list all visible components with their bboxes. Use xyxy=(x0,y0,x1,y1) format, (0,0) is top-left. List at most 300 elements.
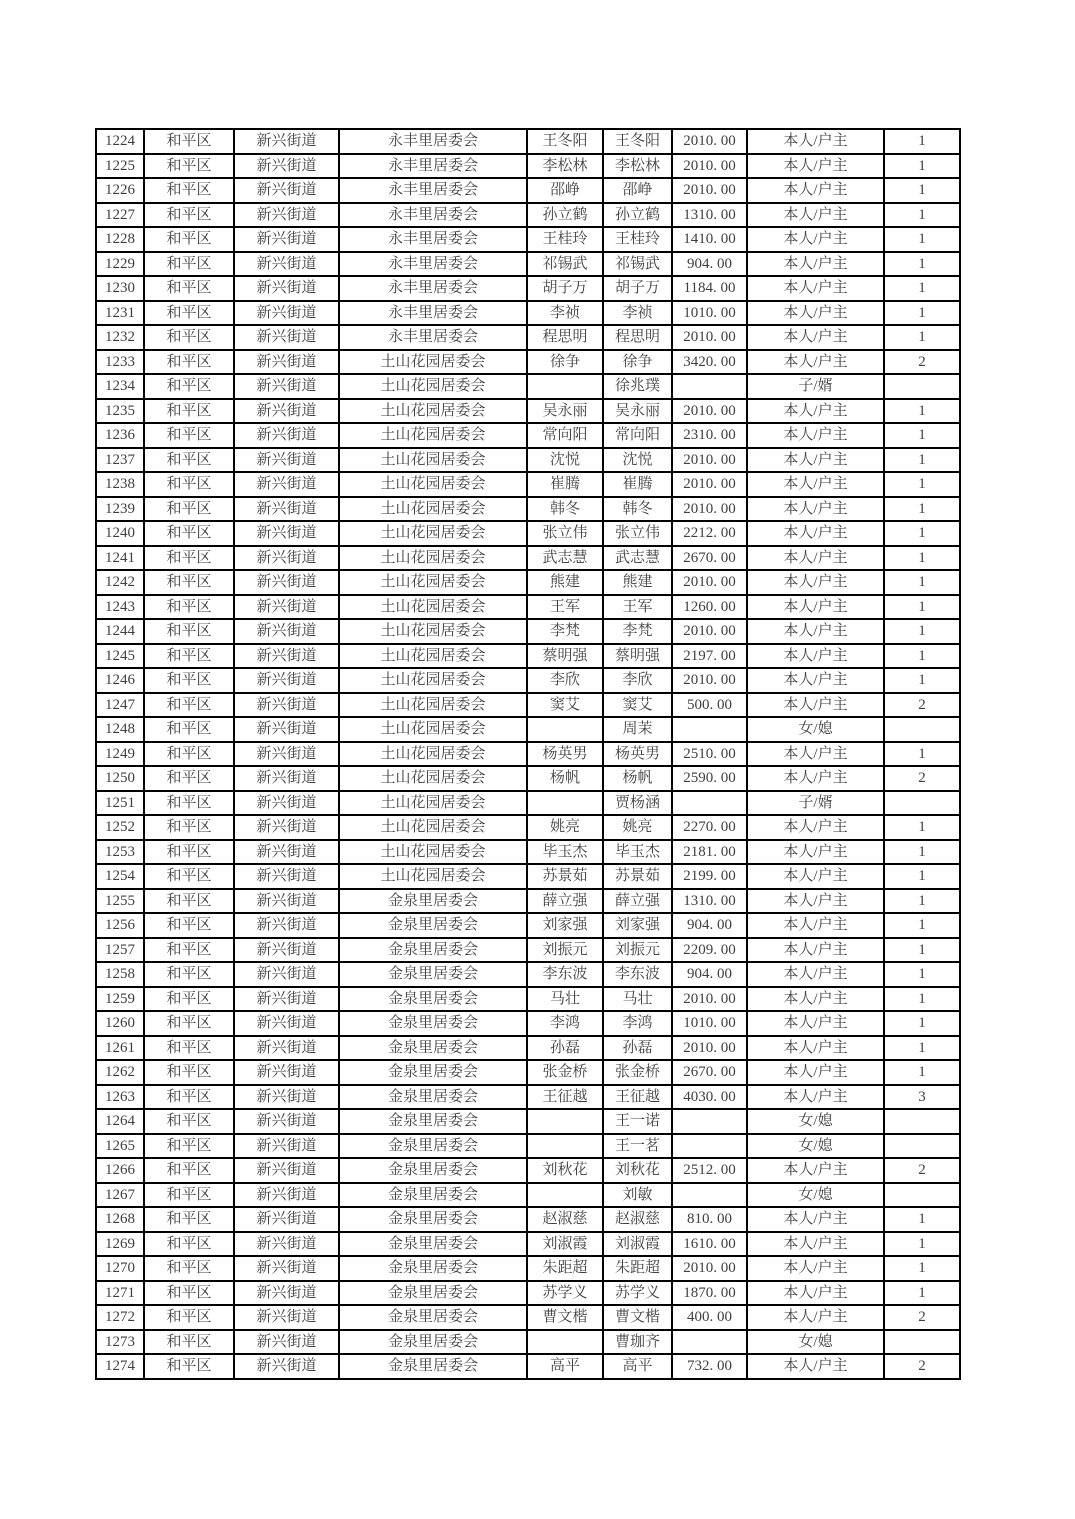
cell-amount: 2310. 00 xyxy=(672,423,747,448)
cell-relation: 本人/户主 xyxy=(747,1085,884,1110)
table-row xyxy=(96,668,960,693)
cell-amount: 2010. 00 xyxy=(672,1036,747,1061)
cell-street: 新兴街道 xyxy=(234,717,339,742)
cell-amount: 2010. 00 xyxy=(672,497,747,522)
cell-district: 和平区 xyxy=(144,1207,234,1232)
cell-household_count: 3 xyxy=(884,1085,960,1110)
table-row xyxy=(96,889,960,914)
cell-member_name: 姚亮 xyxy=(603,815,672,840)
cell-district: 和平区 xyxy=(144,374,234,399)
cell-street: 新兴街道 xyxy=(234,399,339,424)
table-row xyxy=(96,1281,960,1306)
cell-seq: 1227 xyxy=(96,203,144,228)
cell-amount: 4030. 00 xyxy=(672,1085,747,1110)
cell-district: 和平区 xyxy=(144,472,234,497)
cell-relation: 本人/户主 xyxy=(747,129,884,154)
cell-amount: 400. 00 xyxy=(672,1305,747,1330)
cell-amount: 904. 00 xyxy=(672,962,747,987)
cell-relation: 本人/户主 xyxy=(747,399,884,424)
cell-amount: 2010. 00 xyxy=(672,570,747,595)
cell-household_count: 1 xyxy=(884,497,960,522)
cell-relation: 本人/户主 xyxy=(747,693,884,718)
table-row xyxy=(96,1158,960,1183)
cell-district: 和平区 xyxy=(144,423,234,448)
cell-household_count: 2 xyxy=(884,1354,960,1379)
cell-street: 新兴街道 xyxy=(234,448,339,473)
cell-committee: 金泉里居委会 xyxy=(339,1354,527,1379)
cell-relation: 本人/户主 xyxy=(747,938,884,963)
cell-household_count: 1 xyxy=(884,325,960,350)
cell-street: 新兴街道 xyxy=(234,1134,339,1159)
cell-member_name: 张立伟 xyxy=(603,521,672,546)
cell-district: 和平区 xyxy=(144,227,234,252)
cell-seq: 1247 xyxy=(96,693,144,718)
cell-name: 程思明 xyxy=(527,325,603,350)
cell-relation: 本人/户主 xyxy=(747,154,884,179)
cell-street: 新兴街道 xyxy=(234,693,339,718)
cell-relation: 本人/户主 xyxy=(747,1305,884,1330)
cell-seq: 1243 xyxy=(96,595,144,620)
cell-amount xyxy=(672,791,747,816)
cell-street: 新兴街道 xyxy=(234,668,339,693)
cell-name: 徐争 xyxy=(527,350,603,375)
cell-committee: 永丰里居委会 xyxy=(339,203,527,228)
cell-street: 新兴街道 xyxy=(234,815,339,840)
cell-relation: 本人/户主 xyxy=(747,448,884,473)
cell-member_name: 苏学义 xyxy=(603,1281,672,1306)
cell-household_count: 2 xyxy=(884,1305,960,1330)
cell-relation: 本人/户主 xyxy=(747,987,884,1012)
cell-name xyxy=(527,374,603,399)
cell-name: 苏学义 xyxy=(527,1281,603,1306)
table-row xyxy=(96,595,960,620)
cell-committee: 金泉里居委会 xyxy=(339,987,527,1012)
cell-district: 和平区 xyxy=(144,1232,234,1257)
cell-name: 孙磊 xyxy=(527,1036,603,1061)
cell-household_count: 1 xyxy=(884,1011,960,1036)
cell-name: 薛立强 xyxy=(527,889,603,914)
cell-committee: 土山花园居委会 xyxy=(339,472,527,497)
cell-amount: 500. 00 xyxy=(672,693,747,718)
cell-household_count: 1 xyxy=(884,742,960,767)
cell-amount: 2010. 00 xyxy=(672,1256,747,1281)
cell-seq: 1260 xyxy=(96,1011,144,1036)
cell-amount: 2590. 00 xyxy=(672,766,747,791)
cell-district: 和平区 xyxy=(144,717,234,742)
cell-committee: 土山花园居委会 xyxy=(339,668,527,693)
cell-street: 新兴街道 xyxy=(234,889,339,914)
cell-committee: 金泉里居委会 xyxy=(339,1183,527,1208)
cell-name: 杨帆 xyxy=(527,766,603,791)
cell-committee: 永丰里居委会 xyxy=(339,252,527,277)
table-row xyxy=(96,521,960,546)
cell-committee: 土山花园居委会 xyxy=(339,815,527,840)
cell-district: 和平区 xyxy=(144,1158,234,1183)
cell-household_count: 2 xyxy=(884,1158,960,1183)
cell-household_count: 1 xyxy=(884,595,960,620)
table-row xyxy=(96,276,960,301)
cell-relation: 本人/户主 xyxy=(747,1207,884,1232)
cell-street: 新兴街道 xyxy=(234,987,339,1012)
cell-amount: 2512. 00 xyxy=(672,1158,747,1183)
cell-name: 李松林 xyxy=(527,154,603,179)
cell-household_count: 1 xyxy=(884,1060,960,1085)
cell-member_name: 杨帆 xyxy=(603,766,672,791)
cell-member_name: 李东波 xyxy=(603,962,672,987)
cell-district: 和平区 xyxy=(144,595,234,620)
cell-name: 李鸿 xyxy=(527,1011,603,1036)
cell-relation: 女/媳 xyxy=(747,1183,884,1208)
cell-committee: 永丰里居委会 xyxy=(339,227,527,252)
cell-name xyxy=(527,1134,603,1159)
cell-name xyxy=(527,717,603,742)
cell-relation: 本人/户主 xyxy=(747,913,884,938)
table-row xyxy=(96,619,960,644)
cell-street: 新兴街道 xyxy=(234,938,339,963)
cell-committee: 土山花园居委会 xyxy=(339,399,527,424)
cell-name: 窦艾 xyxy=(527,693,603,718)
cell-household_count: 1 xyxy=(884,472,960,497)
cell-household_count: 2 xyxy=(884,350,960,375)
table-row xyxy=(96,399,960,424)
cell-name: 刘家强 xyxy=(527,913,603,938)
cell-name: 李欣 xyxy=(527,668,603,693)
table-row xyxy=(96,815,960,840)
table-row xyxy=(96,1305,960,1330)
cell-seq: 1232 xyxy=(96,325,144,350)
cell-street: 新兴街道 xyxy=(234,1207,339,1232)
cell-district: 和平区 xyxy=(144,325,234,350)
cell-member_name: 王一诺 xyxy=(603,1109,672,1134)
table-row xyxy=(96,252,960,277)
cell-relation: 本人/户主 xyxy=(747,644,884,669)
cell-committee: 金泉里居委会 xyxy=(339,962,527,987)
table-row xyxy=(96,1207,960,1232)
cell-seq: 1236 xyxy=(96,423,144,448)
cell-relation: 本人/户主 xyxy=(747,1036,884,1061)
table-row xyxy=(96,938,960,963)
cell-amount: 2670. 00 xyxy=(672,1060,747,1085)
cell-member_name: 祁锡武 xyxy=(603,252,672,277)
cell-household_count: 1 xyxy=(884,962,960,987)
cell-seq: 1249 xyxy=(96,742,144,767)
cell-district: 和平区 xyxy=(144,154,234,179)
cell-street: 新兴街道 xyxy=(234,1256,339,1281)
cell-seq: 1246 xyxy=(96,668,144,693)
cell-district: 和平区 xyxy=(144,178,234,203)
cell-district: 和平区 xyxy=(144,693,234,718)
cell-relation: 本人/户主 xyxy=(747,203,884,228)
cell-household_count: 1 xyxy=(884,1281,960,1306)
cell-seq: 1258 xyxy=(96,962,144,987)
cell-household_count: 1 xyxy=(884,619,960,644)
cell-amount: 2670. 00 xyxy=(672,546,747,571)
table-row xyxy=(96,864,960,889)
cell-name: 祁锡武 xyxy=(527,252,603,277)
cell-member_name: 高平 xyxy=(603,1354,672,1379)
cell-seq: 1264 xyxy=(96,1109,144,1134)
cell-street: 新兴街道 xyxy=(234,276,339,301)
cell-household_count: 1 xyxy=(884,815,960,840)
cell-committee: 永丰里居委会 xyxy=(339,178,527,203)
cell-district: 和平区 xyxy=(144,1183,234,1208)
cell-street: 新兴街道 xyxy=(234,1109,339,1134)
cell-committee: 土山花园居委会 xyxy=(339,546,527,571)
cell-street: 新兴街道 xyxy=(234,1354,339,1379)
cell-committee: 土山花园居委会 xyxy=(339,570,527,595)
cell-member_name: 贾杨涵 xyxy=(603,791,672,816)
cell-seq: 1253 xyxy=(96,840,144,865)
cell-name: 沈悦 xyxy=(527,448,603,473)
cell-relation: 本人/户主 xyxy=(747,815,884,840)
cell-street: 新兴街道 xyxy=(234,154,339,179)
cell-relation: 本人/户主 xyxy=(747,178,884,203)
cell-street: 新兴街道 xyxy=(234,350,339,375)
cell-household_count: 1 xyxy=(884,129,960,154)
cell-street: 新兴街道 xyxy=(234,1158,339,1183)
cell-amount: 2181. 00 xyxy=(672,840,747,865)
cell-district: 和平区 xyxy=(144,962,234,987)
table-row xyxy=(96,203,960,228)
table-row xyxy=(96,1330,960,1355)
cell-name xyxy=(527,1109,603,1134)
cell-relation: 本人/户主 xyxy=(747,570,884,595)
cell-name: 胡子万 xyxy=(527,276,603,301)
cell-household_count: 1 xyxy=(884,938,960,963)
cell-household_count: 1 xyxy=(884,570,960,595)
cell-household_count: 1 xyxy=(884,521,960,546)
cell-amount: 2010. 00 xyxy=(672,154,747,179)
cell-seq: 1266 xyxy=(96,1158,144,1183)
cell-district: 和平区 xyxy=(144,1330,234,1355)
cell-household_count xyxy=(884,1183,960,1208)
cell-member_name: 徐争 xyxy=(603,350,672,375)
cell-amount: 2010. 00 xyxy=(672,668,747,693)
cell-street: 新兴街道 xyxy=(234,1183,339,1208)
cell-committee: 土山花园居委会 xyxy=(339,791,527,816)
cell-committee: 永丰里居委会 xyxy=(339,325,527,350)
cell-relation: 本人/户主 xyxy=(747,840,884,865)
cell-name: 李梵 xyxy=(527,619,603,644)
cell-member_name: 孙立鹤 xyxy=(603,203,672,228)
cell-seq: 1228 xyxy=(96,227,144,252)
cell-name: 张立伟 xyxy=(527,521,603,546)
cell-amount: 732. 00 xyxy=(672,1354,747,1379)
cell-member_name: 沈悦 xyxy=(603,448,672,473)
cell-relation: 本人/户主 xyxy=(747,497,884,522)
cell-relation: 本人/户主 xyxy=(747,1232,884,1257)
cell-district: 和平区 xyxy=(144,889,234,914)
cell-district: 和平区 xyxy=(144,766,234,791)
cell-street: 新兴街道 xyxy=(234,1281,339,1306)
cell-name: 马壮 xyxy=(527,987,603,1012)
cell-name: 蔡明强 xyxy=(527,644,603,669)
cell-name: 刘淑霞 xyxy=(527,1232,603,1257)
table-row xyxy=(96,448,960,473)
table-row xyxy=(96,129,960,154)
cell-amount: 2197. 00 xyxy=(672,644,747,669)
cell-seq: 1274 xyxy=(96,1354,144,1379)
cell-committee: 金泉里居委会 xyxy=(339,1330,527,1355)
cell-amount: 3420. 00 xyxy=(672,350,747,375)
cell-amount: 2212. 00 xyxy=(672,521,747,546)
cell-district: 和平区 xyxy=(144,987,234,1012)
cell-household_count: 1 xyxy=(884,178,960,203)
cell-relation: 本人/户主 xyxy=(747,227,884,252)
cell-amount: 2010. 00 xyxy=(672,399,747,424)
table-row xyxy=(96,840,960,865)
cell-member_name: 武志慧 xyxy=(603,546,672,571)
cell-amount: 2010. 00 xyxy=(672,987,747,1012)
table-row xyxy=(96,1109,960,1134)
cell-name: 邵峥 xyxy=(527,178,603,203)
cell-district: 和平区 xyxy=(144,1011,234,1036)
cell-seq: 1237 xyxy=(96,448,144,473)
cell-seq: 1265 xyxy=(96,1134,144,1159)
cell-relation: 本人/户主 xyxy=(747,1011,884,1036)
cell-seq: 1268 xyxy=(96,1207,144,1232)
cell-amount xyxy=(672,1183,747,1208)
cell-seq: 1255 xyxy=(96,889,144,914)
cell-name: 李祯 xyxy=(527,301,603,326)
cell-district: 和平区 xyxy=(144,1109,234,1134)
cell-street: 新兴街道 xyxy=(234,325,339,350)
cell-member_name: 刘敏 xyxy=(603,1183,672,1208)
cell-member_name: 杨英男 xyxy=(603,742,672,767)
table-row xyxy=(96,472,960,497)
cell-committee: 土山花园居委会 xyxy=(339,840,527,865)
cell-committee: 土山花园居委会 xyxy=(339,766,527,791)
table-row xyxy=(96,178,960,203)
cell-district: 和平区 xyxy=(144,129,234,154)
cell-relation: 子/婿 xyxy=(747,791,884,816)
cell-member_name: 张金桥 xyxy=(603,1060,672,1085)
cell-relation: 本人/户主 xyxy=(747,619,884,644)
cell-seq: 1238 xyxy=(96,472,144,497)
cell-household_count: 1 xyxy=(884,1256,960,1281)
table-row xyxy=(96,154,960,179)
cell-street: 新兴街道 xyxy=(234,570,339,595)
cell-seq: 1256 xyxy=(96,913,144,938)
cell-relation: 本人/户主 xyxy=(747,668,884,693)
cell-street: 新兴街道 xyxy=(234,252,339,277)
cell-name: 王征越 xyxy=(527,1085,603,1110)
cell-amount: 1010. 00 xyxy=(672,1011,747,1036)
cell-seq: 1235 xyxy=(96,399,144,424)
cell-district: 和平区 xyxy=(144,497,234,522)
cell-district: 和平区 xyxy=(144,203,234,228)
cell-committee: 永丰里居委会 xyxy=(339,154,527,179)
cell-household_count: 1 xyxy=(884,154,960,179)
cell-amount xyxy=(672,717,747,742)
cell-household_count: 1 xyxy=(884,227,960,252)
cell-district: 和平区 xyxy=(144,350,234,375)
cell-street: 新兴街道 xyxy=(234,178,339,203)
cell-street: 新兴街道 xyxy=(234,374,339,399)
cell-household_count: 1 xyxy=(884,913,960,938)
cell-committee: 金泉里居委会 xyxy=(339,1036,527,1061)
cell-name: 曹文楷 xyxy=(527,1305,603,1330)
cell-street: 新兴街道 xyxy=(234,619,339,644)
cell-household_count xyxy=(884,1134,960,1159)
cell-committee: 金泉里居委会 xyxy=(339,1305,527,1330)
resident-subsidy-table xyxy=(95,128,961,1380)
cell-name: 王冬阳 xyxy=(527,129,603,154)
cell-committee: 土山花园居委会 xyxy=(339,350,527,375)
cell-district: 和平区 xyxy=(144,864,234,889)
cell-member_name: 程思明 xyxy=(603,325,672,350)
cell-relation: 本人/户主 xyxy=(747,1158,884,1183)
cell-member_name: 窦艾 xyxy=(603,693,672,718)
cell-street: 新兴街道 xyxy=(234,129,339,154)
cell-relation: 本人/户主 xyxy=(747,742,884,767)
cell-street: 新兴街道 xyxy=(234,472,339,497)
cell-seq: 1245 xyxy=(96,644,144,669)
table-row xyxy=(96,913,960,938)
cell-household_count: 1 xyxy=(884,987,960,1012)
cell-committee: 金泉里居委会 xyxy=(339,1011,527,1036)
cell-household_count: 1 xyxy=(884,276,960,301)
cell-seq: 1242 xyxy=(96,570,144,595)
table-row xyxy=(96,546,960,571)
cell-household_count: 1 xyxy=(884,399,960,424)
cell-district: 和平区 xyxy=(144,301,234,326)
cell-street: 新兴街道 xyxy=(234,203,339,228)
cell-household_count: 1 xyxy=(884,668,960,693)
cell-district: 和平区 xyxy=(144,668,234,693)
cell-street: 新兴街道 xyxy=(234,595,339,620)
cell-seq: 1248 xyxy=(96,717,144,742)
cell-committee: 金泉里居委会 xyxy=(339,1158,527,1183)
cell-committee: 永丰里居委会 xyxy=(339,301,527,326)
cell-seq: 1240 xyxy=(96,521,144,546)
cell-street: 新兴街道 xyxy=(234,913,339,938)
cell-amount: 1870. 00 xyxy=(672,1281,747,1306)
cell-name: 朱距超 xyxy=(527,1256,603,1281)
cell-relation: 本人/户主 xyxy=(747,423,884,448)
cell-household_count: 1 xyxy=(884,644,960,669)
cell-district: 和平区 xyxy=(144,1036,234,1061)
cell-district: 和平区 xyxy=(144,1085,234,1110)
table-row xyxy=(96,374,960,399)
cell-name: 张金桥 xyxy=(527,1060,603,1085)
cell-member_name: 韩冬 xyxy=(603,497,672,522)
cell-name: 孙立鹤 xyxy=(527,203,603,228)
cell-street: 新兴街道 xyxy=(234,227,339,252)
cell-seq: 1262 xyxy=(96,1060,144,1085)
cell-name: 高平 xyxy=(527,1354,603,1379)
cell-seq: 1233 xyxy=(96,350,144,375)
cell-street: 新兴街道 xyxy=(234,766,339,791)
cell-street: 新兴街道 xyxy=(234,301,339,326)
cell-member_name: 胡子万 xyxy=(603,276,672,301)
cell-member_name: 周茉 xyxy=(603,717,672,742)
cell-seq: 1261 xyxy=(96,1036,144,1061)
cell-seq: 1231 xyxy=(96,301,144,326)
table-body xyxy=(96,129,960,1379)
cell-amount xyxy=(672,374,747,399)
table-row xyxy=(96,423,960,448)
table-row xyxy=(96,791,960,816)
cell-committee: 金泉里居委会 xyxy=(339,889,527,914)
cell-seq: 1269 xyxy=(96,1232,144,1257)
cell-committee: 永丰里居委会 xyxy=(339,276,527,301)
cell-street: 新兴街道 xyxy=(234,1232,339,1257)
table-row xyxy=(96,1256,960,1281)
cell-seq: 1259 xyxy=(96,987,144,1012)
cell-amount: 2510. 00 xyxy=(672,742,747,767)
cell-seq: 1229 xyxy=(96,252,144,277)
